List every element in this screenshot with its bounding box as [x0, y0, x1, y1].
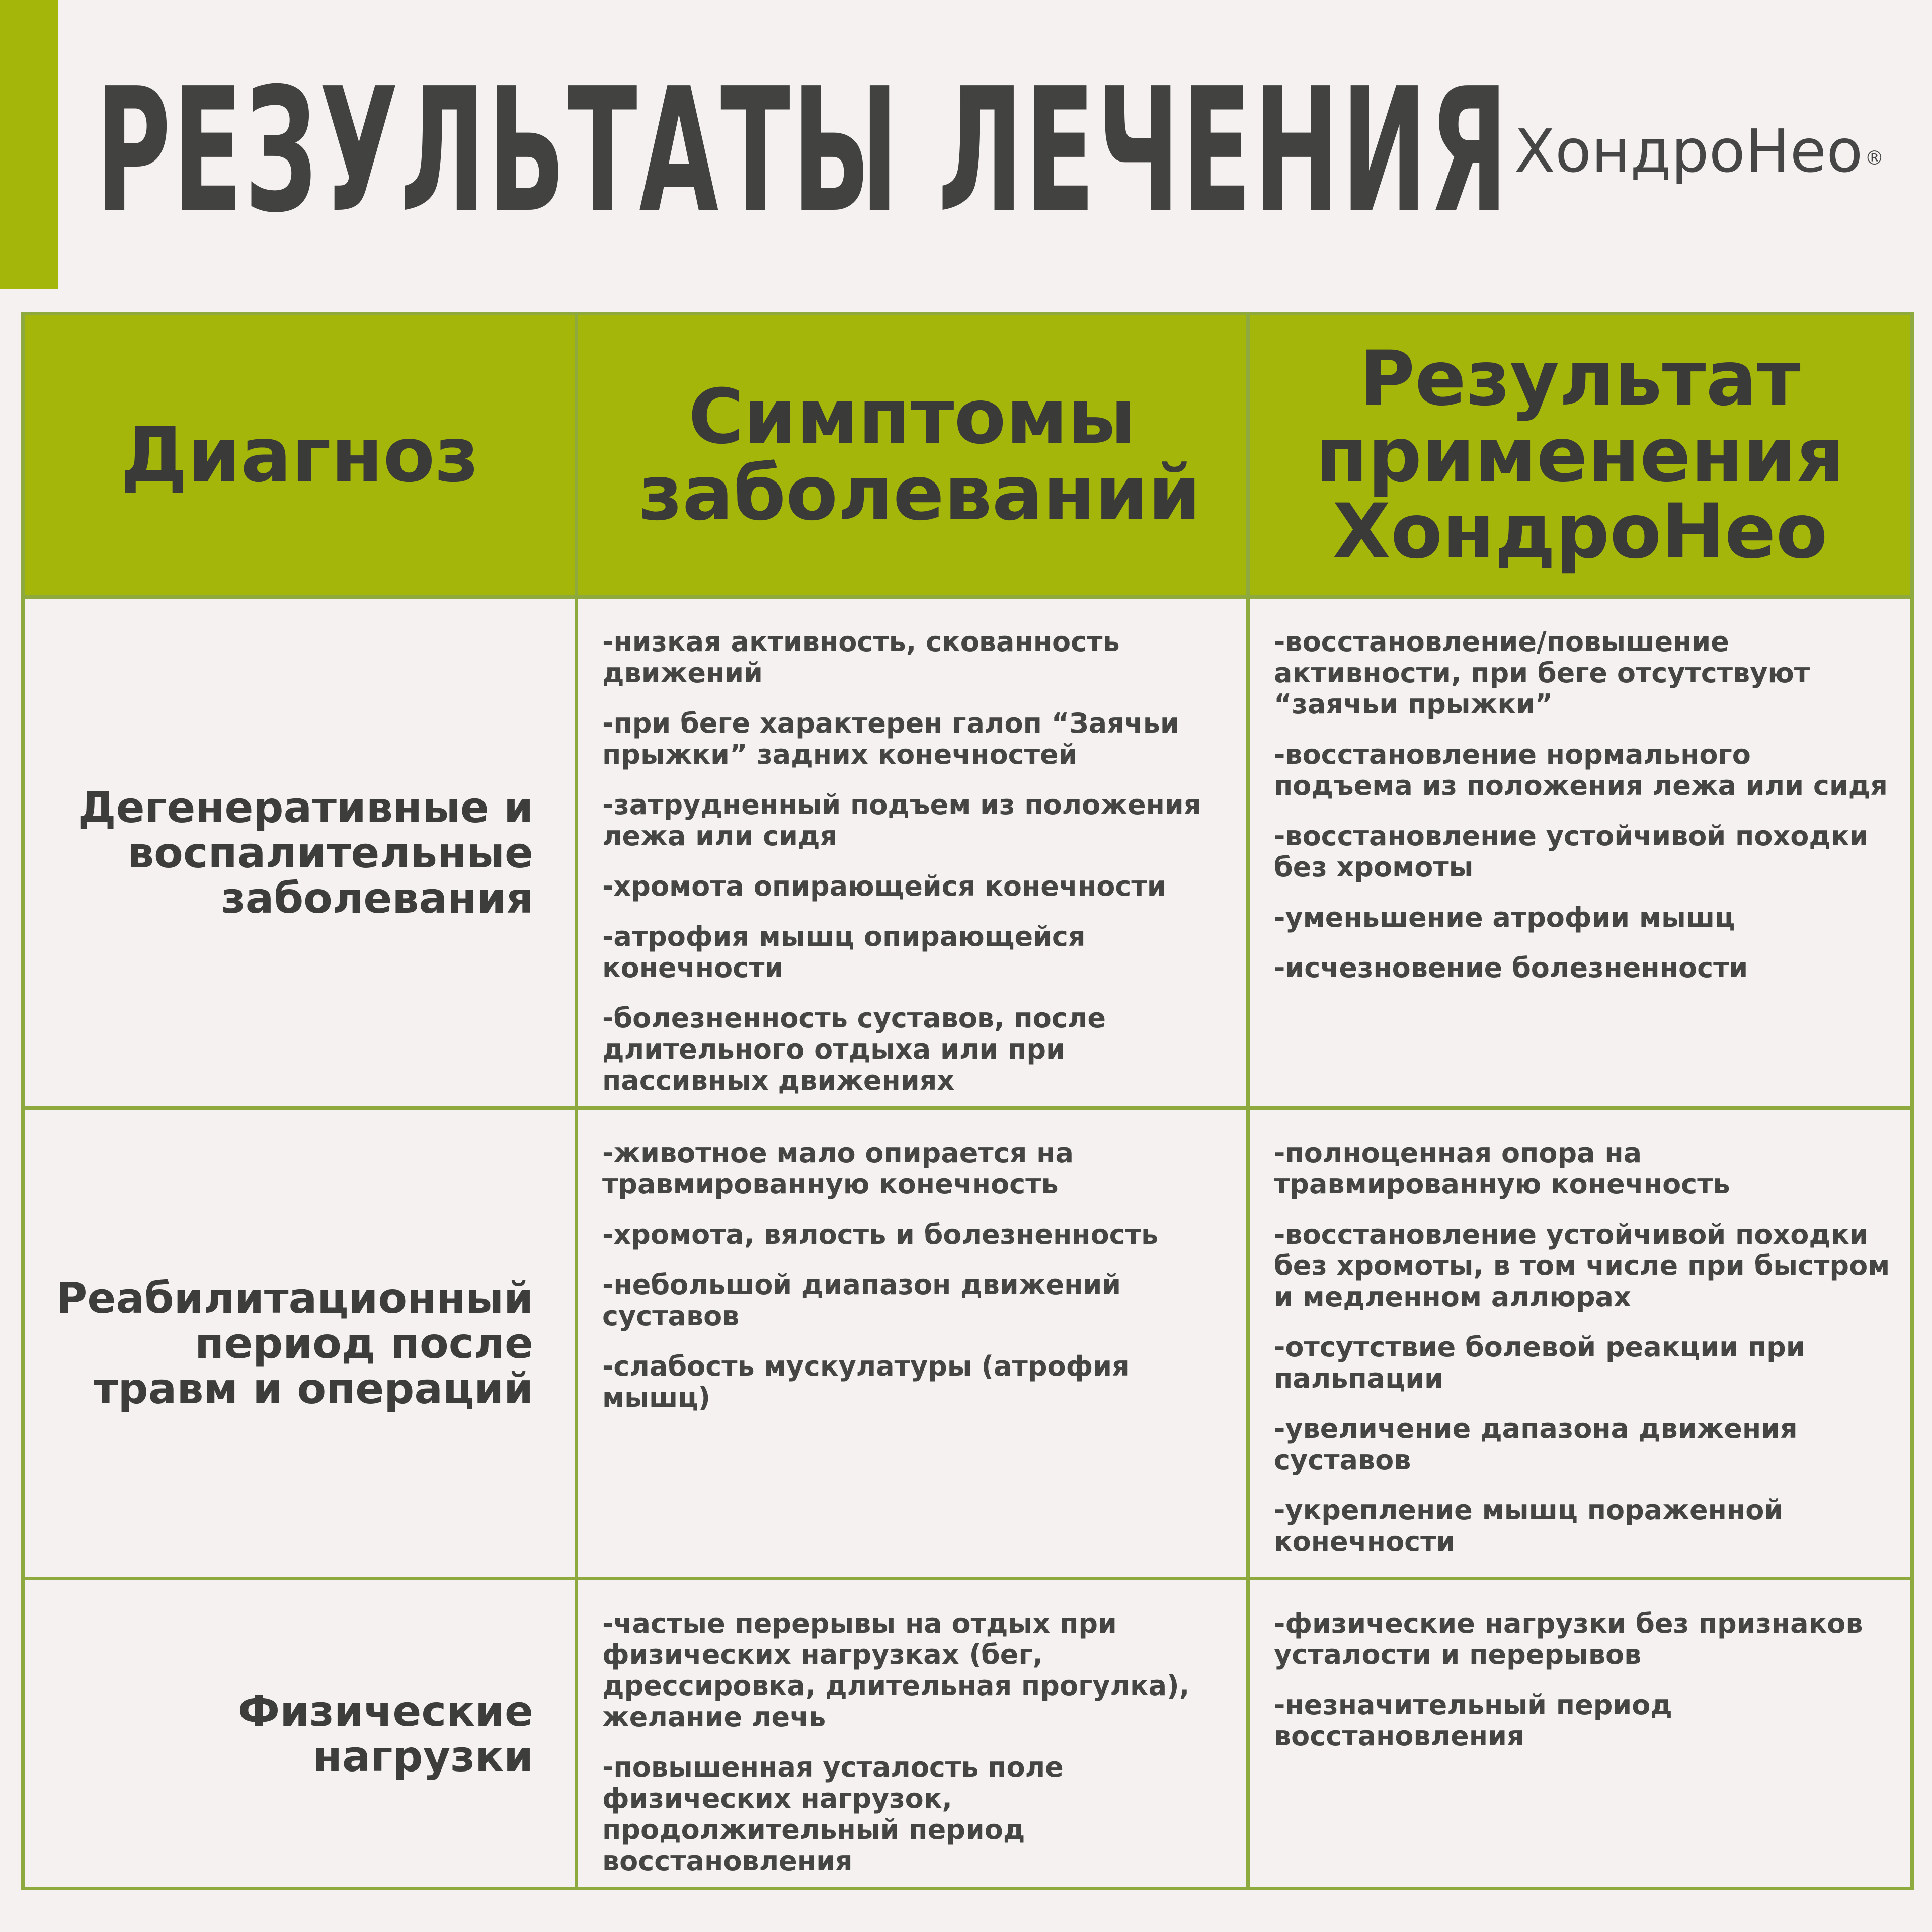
column-header-symptoms: Симптомы заболеваний — [577, 314, 1248, 597]
results-list — [1274, 1608, 1896, 1752]
result-item: -незначительный период восстановления — [1274, 1689, 1672, 1752]
brand-logo — [1514, 113, 1884, 189]
results-table — [21, 312, 1914, 1890]
symptom-item: -затрудненный подъем из положения лежа или сидя — [602, 789, 1201, 852]
table-row — [23, 1108, 1912, 1579]
result-item: -восстановление нормального подъема из положения лежа или сидя — [1274, 739, 1888, 801]
symptom-item: -болезненность суставов, после длительного отдыха или при пассивных движениях — [602, 1002, 1106, 1096]
symptom-item: -при беге характерен галоп “Заячьи прыжки” задних конечностей — [602, 707, 1179, 770]
page-title: РЕЗУЛЬТАТЫ ЛЕЧЕНИЯ — [96, 51, 1510, 251]
symptom-item: -повышенная усталость поле физических нагрузок, продолжительный период восстановления — [602, 1751, 1064, 1877]
diagnosis-cell: Реабилитационный период после травм и операций — [23, 1108, 577, 1579]
symptom-item: -хромота опирающейся конечности — [602, 870, 1166, 902]
symptoms-cell — [577, 1579, 1248, 1889]
symptoms-list — [602, 626, 1232, 1096]
symptom-item: -слабость мускулатуры (атрофия мышц) — [602, 1350, 1130, 1413]
table-header-row — [23, 314, 1912, 597]
result-cell — [1248, 1108, 1912, 1579]
symptom-item: -животное мало опирается на травмированную конечность — [602, 1137, 1074, 1200]
result-item: -полноценная опора на травмированную конечность — [1274, 1137, 1730, 1200]
table-body — [23, 597, 1912, 1889]
result-cell — [1248, 597, 1912, 1108]
brand-name: ХондроНео — [1514, 116, 1863, 186]
column-header-result: Результат применения ХондроНео — [1248, 314, 1912, 597]
results-list — [1274, 1138, 1896, 1557]
accent-bar — [0, 0, 58, 289]
table-row — [23, 597, 1912, 1108]
symptom-item: -хромота, вялость и болезненность — [602, 1219, 1159, 1250]
results-list — [1274, 626, 1896, 984]
symptom-item: -атрофия мышц опирающейся конечности — [602, 921, 1086, 984]
result-item: -физические нагрузки без признаков усталости и перерывов — [1274, 1607, 1863, 1670]
column-header-diagnosis: Диагноз — [23, 314, 577, 597]
symptom-item: -частые перерывы на отдых при физических нагрузках (бег, дрессировка, длительная прогулка), желание лечь — [602, 1607, 1190, 1733]
result-item: -уменьшение атрофии мышц — [1274, 902, 1735, 933]
result-item: -увеличение дапазона движения суставов — [1274, 1413, 1798, 1476]
result-item: -восстановление устойчивой походки без хромоты — [1274, 820, 1869, 883]
result-item: -исчезновение болезненности — [1274, 952, 1748, 984]
result-item: -восстановление/повышение активности, при беге отсутствуют “заячьи прыжки” — [1274, 626, 1810, 720]
symptoms-cell — [577, 1108, 1248, 1579]
registered-mark: ® — [1865, 147, 1884, 169]
result-cell — [1248, 1579, 1912, 1889]
diagnosis-cell: Физические нагрузки — [23, 1579, 577, 1889]
symptoms-cell — [577, 597, 1248, 1108]
symptom-item: -низкая активность, скованность движений — [602, 626, 1120, 689]
result-item: -восстановление устойчивой походки без хромоты, в том числе при быстром и медленном аллюрах — [1274, 1219, 1890, 1313]
result-item: -укрепление мышц пораженной конечности — [1274, 1494, 1784, 1557]
diagnosis-cell: Дегенеративные и воспалительные заболевания — [23, 597, 577, 1108]
result-item: -отсутствие болевой реакции при пальпации — [1274, 1331, 1805, 1394]
table-row — [23, 1579, 1912, 1889]
symptoms-list — [602, 1138, 1232, 1413]
symptom-item: -небольшой диапазон движений суставов — [602, 1269, 1121, 1332]
symptoms-list — [602, 1608, 1232, 1877]
